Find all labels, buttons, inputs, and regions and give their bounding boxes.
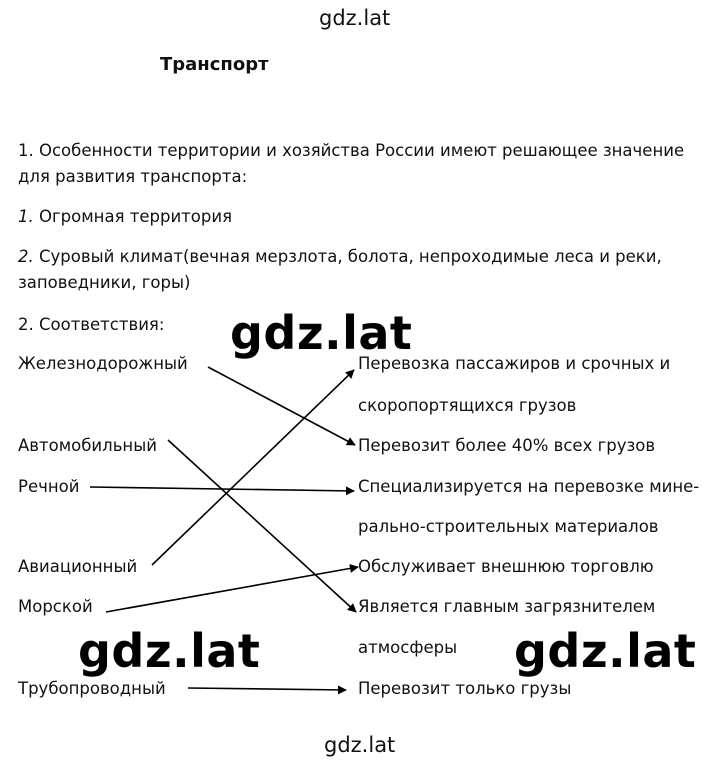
section1-item-2-cont: заповедники, горы) (18, 273, 191, 292)
right-item-trade: Обслуживает внешнюю торговлю (358, 557, 654, 576)
section1-intro-cont: для развития транспорта: (18, 167, 248, 186)
item-text: Суровый климат(вечная мерзлота, болота, непроходимые леса и реки, (39, 247, 662, 266)
left-item-river: Речной (18, 477, 80, 496)
arrow-auto-to-polluter (168, 440, 356, 612)
right-item-40-percent: Перевозит более 40% всех грузов (358, 436, 656, 455)
arrow-pipeline-to-cargo-only (188, 688, 346, 690)
right-item-minerals-cont: рально-строительных материалов (358, 517, 659, 536)
arrow-aviation-to-passengers (152, 370, 354, 565)
item-text: Огромная территория (39, 207, 233, 226)
watermark-footer: gdz.lat (324, 733, 396, 757)
right-item-passengers: Перевозка пассажиров и срочных и (358, 354, 671, 373)
left-item-pipeline: Трубопроводный (18, 679, 166, 698)
right-item-cargo-only: Перевозит только грузы (358, 679, 572, 698)
right-item-polluter: Является главным загрязнителем (358, 597, 656, 616)
arrow-railway-to-40-percent (208, 367, 355, 445)
section2-heading: 2. Соответствия: (18, 315, 165, 334)
left-item-sea: Морской (18, 597, 93, 616)
right-item-polluter-cont: атмосферы (358, 638, 458, 657)
page-title: Транспорт (160, 54, 269, 75)
left-item-aviation: Авиационный (18, 557, 138, 576)
right-item-minerals: Специализируется на перевозке мине- (358, 477, 700, 496)
left-item-railway: Железнодорожный (18, 354, 188, 373)
right-item-passengers-cont: скоропортящихся грузов (358, 396, 577, 415)
left-item-auto: Автомобильный (18, 436, 157, 455)
watermark-bottom-left: gdz.lat (78, 624, 261, 678)
watermark-top: gdz.lat (319, 6, 391, 30)
item-number: 1. (18, 207, 34, 226)
watermark-bottom-right: gdz.lat (514, 624, 697, 678)
watermark-center: gdz.lat (230, 306, 413, 360)
arrow-sea-to-trade (106, 567, 358, 612)
item-number: 2. (18, 247, 34, 266)
section1-intro: 1. Особенности территории и хозяйства России имеют решающее значение (18, 141, 685, 160)
